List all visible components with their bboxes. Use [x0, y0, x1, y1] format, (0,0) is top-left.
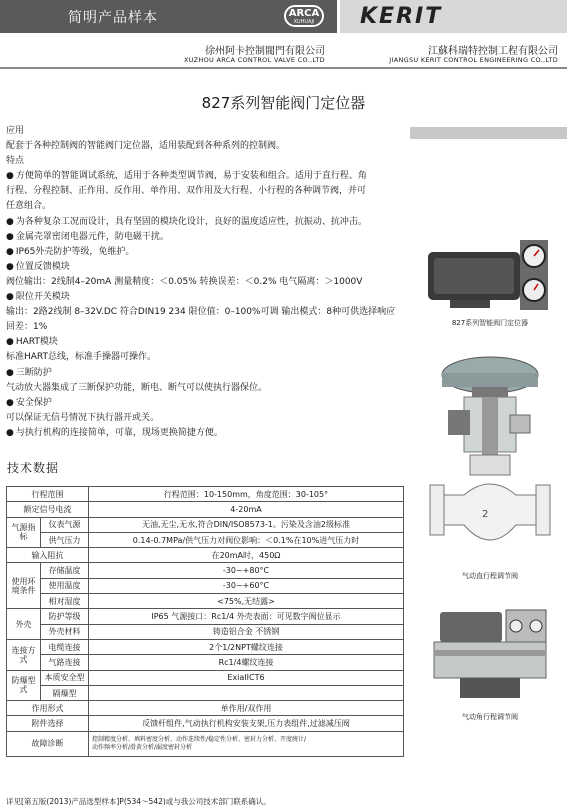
- text-line: ● 安全保护: [6, 396, 404, 411]
- table-cell: -30~+80°C: [89, 563, 404, 578]
- table-row: [7, 502, 404, 517]
- side-column-bar: [410, 127, 567, 139]
- text-line: 可以保证无信号情况下执行器开或关。: [6, 412, 160, 423]
- table-cell: 行程范围: [7, 487, 89, 502]
- text-line: ● 金属壳罩密闭电器元件，防电磁干扰。: [6, 230, 404, 245]
- table-cell: -30~+60°C: [89, 578, 404, 593]
- table-cell: 隔爆型: [41, 685, 89, 700]
- company-right-cn: 江蘇科瑞特控制工程有限公司: [428, 46, 558, 57]
- table-cell: 存储温度: [41, 563, 89, 578]
- table-cell: 使用温度: [41, 578, 89, 593]
- table-row: [7, 624, 404, 639]
- text-line: ● IP65外壳防护等级，免维护。: [6, 245, 404, 260]
- header-rule: [0, 67, 567, 69]
- text-line: 输出：2路2线制 8–32V.DC 符合DIN19 234 限位值：0–100%可调 输出模式：8种可供选择响应: [6, 307, 396, 318]
- tech-data-table: [6, 486, 404, 757]
- table-cell: 仪表气源: [41, 517, 89, 532]
- table-cell: 0.14-0.7MPa/供气压力对阀位影响：＜0.1%在10%进气压力时: [89, 532, 404, 547]
- table-row: [7, 578, 404, 593]
- caption-linear-valve: 气动直行程调节阀: [462, 572, 518, 580]
- table-row: [7, 532, 404, 547]
- table-row: [7, 609, 404, 624]
- table-row: [7, 731, 404, 756]
- table-cell: 无油,无尘,无水,符合DIN/ISO8573-1。污染及含油2级标准: [89, 517, 404, 532]
- text-line: ● 方便简单的智能调试系统，适用于各种类型调节阀，易于安装和组合。适用于直行程、角: [6, 169, 404, 184]
- table-cell: IP65 气源接口：Rc1/4 外壳表面：可见数字阀位显示: [89, 609, 404, 624]
- table-cell: ExiaIICT6: [89, 670, 404, 685]
- caption-angle-valve: 气动角行程调节阀: [462, 713, 518, 721]
- table-cell: 控制精度分析、填料密度分析、动作连续性/稳定性分析、密封力分析、开度统计/ 动作频率分析/滑黄分析/漏度密封分析: [89, 731, 404, 756]
- table-row: [7, 517, 404, 532]
- text-line: ● 为各种复杂工况而设计，具有坚固的模块化设计，良好的温度适应性，抗振动、抗冲击。: [6, 215, 404, 230]
- table-cell: 作用形式: [7, 701, 89, 716]
- table-cell: [89, 685, 404, 700]
- table-cell: 附件选择: [7, 716, 89, 731]
- table-cell: 外壳材料: [41, 624, 89, 639]
- table-cell: 使用环境条件: [7, 563, 41, 609]
- table-cell: 外壳: [7, 609, 41, 640]
- table-cell: 铸造铝合金 不锈钢: [89, 624, 404, 639]
- table-cell: 电缆连接: [41, 639, 89, 654]
- caption-positioner: 827系列智能阀门定位器: [451, 319, 529, 327]
- text-line: 气动放大器集成了三断保护功能，断电、断气可以使执行器保位。: [6, 382, 268, 393]
- text-line: ● 位置反馈模块: [6, 260, 404, 275]
- positioner-image: [420, 230, 560, 315]
- page-title: 827系列智能阀门定位器: [201, 94, 366, 112]
- table-cell: 单作用/双作用: [89, 701, 404, 716]
- company-left-en: XUZHOU ARCA CONTROL VALVE CO.,LTD: [183, 56, 325, 64]
- table-row: [7, 655, 404, 670]
- table-cell: 供气压力: [41, 532, 89, 547]
- table-row: [7, 594, 404, 609]
- table-cell: 防爆型式: [7, 670, 41, 701]
- table-row: [7, 639, 404, 654]
- table-row: [7, 487, 404, 502]
- table-row: [7, 701, 404, 716]
- text-line: 标准HART总线，标准手操器可操作。: [6, 352, 157, 363]
- table-cell: 行程范围：10-150mm，角度范围：30-105°: [89, 487, 404, 502]
- company-left-cn: 徐州阿卡控制閥門有限公司: [205, 46, 325, 57]
- table-cell: 输入阻抗: [7, 548, 89, 563]
- table-row: [7, 548, 404, 563]
- table-cell: 2个1/2NPT螺纹连接: [89, 639, 404, 654]
- footer-note: 详见[第五版(2013)产品选型样本]P(534～542)或与我公司技术部门联系确认。: [6, 797, 271, 806]
- text-line: ● 三断防护: [6, 366, 404, 381]
- table-cell: 气路连接: [41, 655, 89, 670]
- arca-logo: ARCA XUHUAJI: [284, 5, 324, 27]
- text-line: 配套于各种控制阀的智能阀门定位器，适用装配到各种系列的控制阀。: [6, 141, 286, 152]
- text-line: 应用: [6, 126, 25, 136]
- table-row: [7, 670, 404, 685]
- text-line: 行程、分程控制、正作用、反作用、单作用、双作用及大行程、小行程的各种调节阀，并可: [6, 186, 367, 197]
- text-line: 阀位输出：2线制4–20mA 测量精度：＜0.05% 转换误差：＜0.2% 电气隔离：＞1000V: [6, 276, 363, 287]
- table-cell: 相对湿度: [41, 594, 89, 609]
- text-line: 回差：1%: [6, 322, 48, 333]
- text-line: 特点: [6, 156, 25, 167]
- text-line: 任意组合。: [6, 201, 52, 212]
- table-row: [7, 716, 404, 731]
- table-cell: 防护等级: [41, 609, 89, 624]
- tech-data-heading: 技术数据: [7, 461, 60, 475]
- linear-valve-image: [420, 355, 560, 565]
- table-cell: 气源指标: [7, 517, 41, 548]
- table-row: [7, 685, 404, 700]
- table-cell: 故障诊断: [7, 731, 89, 756]
- table-cell: 4-20mA: [89, 502, 404, 517]
- text-line: ● 与执行机构的连接简单，可靠，现场更换简捷方便。: [6, 426, 404, 441]
- header-title: 简明产品样本: [68, 10, 158, 26]
- angle-valve-image: [420, 600, 560, 705]
- table-cell: 反馈杆组件,气动执行机构安装支架,压力表组件,过滤减压阀: [89, 716, 404, 731]
- table-cell: 本质安全型: [41, 670, 89, 685]
- table-cell: 额定信号电流: [7, 502, 89, 517]
- table-cell: Rc1/4螺纹连接: [89, 655, 404, 670]
- text-line: ● 限位开关模块: [6, 290, 404, 305]
- table-cell: 连接方式: [7, 639, 41, 670]
- company-right-en: JIANGSU KERIT CONTROL ENGINEERING CO.,LTD: [389, 56, 558, 64]
- kerit-logo: KERIT: [360, 4, 443, 29]
- table-row: [7, 563, 404, 578]
- svg-text:2: 2: [482, 509, 489, 520]
- table-cell: 在20mA时，450Ω: [89, 548, 404, 563]
- intro-text: [6, 124, 404, 441]
- text-line: ● HART模块: [6, 335, 404, 350]
- table-cell: <75%,无结露>: [89, 594, 404, 609]
